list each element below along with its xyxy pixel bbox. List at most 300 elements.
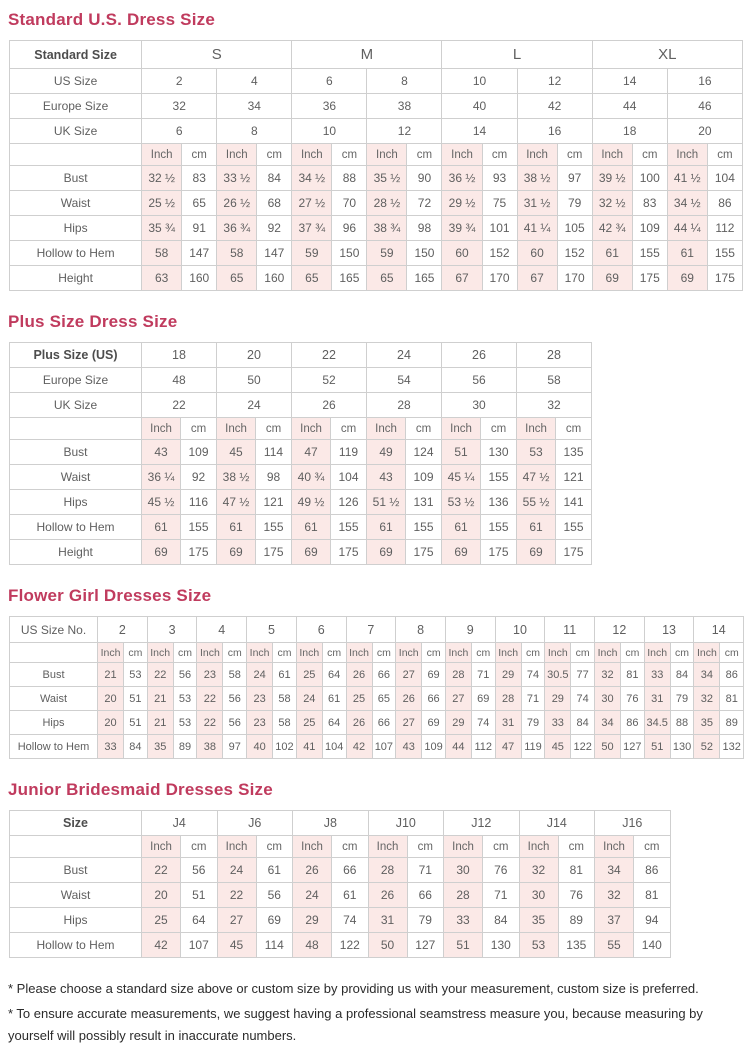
size-row [10,617,744,643]
measure-value: 155 [256,515,292,540]
measure-value: 109 [632,216,667,241]
measure-value: 155 [556,515,592,540]
measure-value: 29 ½ [442,191,482,216]
measure-value: 155 [707,241,742,266]
measure-value: 22 [197,687,223,711]
measure-value: 71 [521,687,545,711]
measure-value: 44 ¼ [667,216,707,241]
measure-value: 29 [495,663,521,687]
measure-value: 53 [173,687,197,711]
unit-cm-header: cm [621,643,645,663]
plus-size-table [9,342,592,565]
measure-row [10,711,744,735]
measure-value: 175 [256,540,292,565]
measure-value: 64 [322,711,346,735]
measure-value: 98 [256,465,292,490]
measure-value: 79 [407,908,444,933]
unit-cm-header: cm [556,418,592,440]
measure-value: 96 [332,216,367,241]
measure-value: 127 [621,735,645,759]
measure-value: 26 [346,663,372,687]
measure-value: 23 [197,663,223,687]
size-value: 8 [396,617,446,643]
unit-cm-header: cm [223,643,247,663]
measure-value: 61 [517,515,556,540]
unit-cm-header: cm [124,643,148,663]
size-row [10,811,671,836]
measure-value: 74 [571,687,595,711]
measure-value: 86 [707,191,742,216]
measure-value: 76 [558,883,595,908]
measure-value: 71 [407,858,444,883]
measure-value: 61 [667,241,707,266]
measure-value: 170 [482,266,517,291]
measure-value: 27 [396,663,422,687]
unit-cm-header: cm [182,144,217,166]
measure-value: 104 [331,465,367,490]
unit-cm-header: cm [332,836,369,858]
row-label: UK Size [10,119,142,144]
measure-value: 175 [632,266,667,291]
size-row [10,69,743,94]
unit-inch-header: Inch [667,144,707,166]
size-value: 22 [142,393,217,418]
unit-inch-header: Inch [247,643,273,663]
measure-value: 90 [407,166,442,191]
measure-value: 77 [571,663,595,687]
measure-value: 25 [296,663,322,687]
size-value: J16 [595,811,671,836]
measure-value: 35 ½ [367,166,407,191]
measure-value: 91 [182,216,217,241]
row-label: Waist [10,465,142,490]
measure-value: 130 [483,933,520,958]
measure-value: 59 [292,241,332,266]
measure-value: 69 [367,540,406,565]
measure-value: 92 [257,216,292,241]
measure-value: 53 [519,933,558,958]
measure-value: 76 [621,687,645,711]
measure-value: 60 [517,241,557,266]
measure-row [10,166,743,191]
size-value: 3 [147,617,197,643]
measure-value: 175 [556,540,592,565]
measure-value: 61 [367,515,406,540]
row-label: Height [10,266,142,291]
measure-value: 114 [256,440,292,465]
size-value: 32 [142,94,217,119]
measure-row [10,858,671,883]
measure-row [10,883,671,908]
unit-inch-header: Inch [517,418,556,440]
measure-row [10,266,743,291]
corner-label: Standard Size [10,41,142,69]
section-junior-bridesmaid [8,780,742,958]
size-value: 52 [292,368,367,393]
size-group-header: S [142,41,292,69]
unit-inch-header: Inch [517,144,557,166]
measure-value: 160 [257,266,292,291]
unit-cm-header: cm [571,643,595,663]
size-row [10,368,592,393]
measure-row [10,540,592,565]
unit-inch-header: Inch [197,643,223,663]
size-value: 4 [217,69,292,94]
measure-value: 38 ½ [517,166,557,191]
measure-value: 56 [223,687,247,711]
measure-value: 94 [634,908,671,933]
measure-value: 24 [247,663,273,687]
measure-value: 84 [124,735,148,759]
size-value: 12 [595,617,645,643]
measure-value: 61 [217,515,256,540]
measure-value: 101 [482,216,517,241]
unit-inch-header: Inch [595,643,621,663]
measure-value: 132 [720,735,744,759]
row-label-empty [10,144,142,166]
measure-value: 55 [595,933,634,958]
measure-value: 81 [621,663,645,687]
unit-inch-header: Inch [644,643,670,663]
measure-value: 47 ½ [517,465,556,490]
footnotes [8,978,742,1046]
measure-value: 150 [332,241,367,266]
measure-value: 175 [181,540,217,565]
size-value: 6 [292,69,367,94]
size-group-header: L [442,41,592,69]
measure-value: 37 ¾ [292,216,332,241]
measure-value: 71 [483,883,520,908]
measure-value: 65 [292,266,332,291]
measure-value: 20 [98,711,124,735]
measure-value: 24 [293,883,332,908]
size-value: 6 [296,617,346,643]
unit-inch-header: Inch [396,643,422,663]
measure-value: 66 [372,711,396,735]
row-label: Hips [10,216,142,241]
measure-value: 26 [346,711,372,735]
measure-value: 100 [632,166,667,191]
measure-value: 24 [217,858,256,883]
size-row [10,393,592,418]
row-label: Bust [10,858,142,883]
measure-value: 122 [332,933,369,958]
unit-cm-header: cm [720,643,744,663]
measure-value: 31 [368,908,407,933]
size-value: 5 [247,617,297,643]
measure-value: 58 [223,663,247,687]
measure-value: 65 [367,266,407,291]
measure-value: 35 [147,735,173,759]
measure-value: 34 [595,711,621,735]
measure-value: 109 [406,465,442,490]
measure-value: 175 [707,266,742,291]
measure-value: 31 [644,687,670,711]
measure-value: 64 [322,663,346,687]
measure-value: 25 [296,711,322,735]
size-value: 24 [367,343,442,368]
size-value: 54 [367,368,442,393]
measure-value: 26 [396,687,422,711]
measure-row [10,191,743,216]
section-title-flower: Flower Girl Dresses Size [8,586,212,605]
measure-value: 116 [181,490,217,515]
row-label: Hips [10,908,142,933]
measure-value: 60 [442,241,482,266]
measure-value: 23 [247,687,273,711]
size-value: J14 [519,811,595,836]
measure-value: 38 ½ [217,465,256,490]
measure-value: 21 [147,711,173,735]
size-value: 32 [517,393,592,418]
size-value: 20 [667,119,742,144]
measure-value: 76 [483,858,520,883]
size-value: 14 [694,617,744,643]
section-title-junior: Junior Bridesmaid Dresses Size [8,780,273,799]
measure-value: 141 [556,490,592,515]
measure-value: 81 [720,687,744,711]
measure-value: 35 [519,908,558,933]
measure-row [10,663,744,687]
measure-value: 44 [445,735,471,759]
measure-value: 27 [217,908,256,933]
row-label-empty [10,418,142,440]
row-label: Waist [10,687,98,711]
size-value: J4 [142,811,218,836]
row-label: Bust [10,166,142,191]
unit-inch-header: Inch [142,144,182,166]
measure-value: 45 [217,440,256,465]
measure-value: 26 ½ [217,191,257,216]
unit-inch-header: Inch [217,144,257,166]
unit-cm-header: cm [173,643,197,663]
measure-value: 61 [442,515,481,540]
section-title-standard: Standard U.S. Dress Size [8,10,215,29]
measure-value: 61 [292,515,331,540]
measure-row [10,933,671,958]
measure-value: 34.5 [644,711,670,735]
measure-value: 69 [422,711,446,735]
size-value: J6 [217,811,293,836]
unit-inch-header: Inch [217,836,256,858]
measure-value: 104 [322,735,346,759]
measure-value: 28 [445,663,471,687]
measure-value: 84 [571,711,595,735]
measure-value: 49 [367,440,406,465]
measure-value: 155 [406,515,442,540]
measure-value: 22 [197,711,223,735]
measure-value: 35 [694,711,720,735]
measure-value: 32 [519,858,558,883]
unit-cm-header: cm [256,836,293,858]
size-value: 12 [517,69,592,94]
measure-value: 83 [182,166,217,191]
measure-row [10,490,592,515]
unit-cm-header: cm [331,418,367,440]
measure-value: 69 [422,663,446,687]
unit-inch-header: Inch [495,643,521,663]
row-label: Hips [10,490,142,515]
measure-value: 72 [407,191,442,216]
measure-value: 32 [694,687,720,711]
measure-value: 69 [256,908,293,933]
measure-value: 84 [670,663,694,687]
measure-value: 29 [445,711,471,735]
measure-value: 126 [331,490,367,515]
measure-value: 93 [482,166,517,191]
size-value: 28 [367,393,442,418]
size-value: 14 [442,119,517,144]
measure-value: 58 [217,241,257,266]
measure-value: 45 [545,735,571,759]
measure-value: 33 ½ [217,166,257,191]
measure-value: 61 [332,883,369,908]
size-value: 16 [517,119,592,144]
size-value: 48 [142,368,217,393]
measure-value: 155 [632,241,667,266]
unit-inch-header: Inch [444,836,483,858]
measure-value: 28 ½ [367,191,407,216]
measure-row [10,735,744,759]
measure-value: 88 [670,711,694,735]
row-label: Hollow to Hem [10,241,142,266]
measure-value: 27 [445,687,471,711]
measure-value: 130 [670,735,694,759]
measure-value: 45 [217,933,256,958]
measure-value: 65 [372,687,396,711]
measure-value: 130 [481,440,517,465]
measure-value: 58 [273,711,297,735]
measure-value: 58 [142,241,182,266]
measure-value: 33 [545,711,571,735]
measure-value: 84 [257,166,292,191]
measure-value: 102 [273,735,297,759]
measure-value: 35 ¾ [142,216,182,241]
size-value: 4 [197,617,247,643]
measure-value: 66 [372,663,396,687]
unit-header-row [10,144,743,166]
measure-value: 20 [98,687,124,711]
measure-value: 47 [292,440,331,465]
measure-value: 21 [98,663,124,687]
measure-value: 152 [557,241,592,266]
measure-value: 36 ¾ [217,216,257,241]
row-label: US Size [10,69,142,94]
unit-inch-header: Inch [293,836,332,858]
measure-value: 33 [444,908,483,933]
size-value: 6 [142,119,217,144]
measure-value: 43 [142,440,181,465]
size-value: 10 [292,119,367,144]
unit-inch-header: Inch [595,836,634,858]
measure-value: 71 [471,663,495,687]
section-plus-size [8,312,742,565]
size-value: J10 [368,811,444,836]
unit-inch-header: Inch [367,144,407,166]
measure-value: 66 [332,858,369,883]
measure-value: 66 [407,883,444,908]
unit-cm-header: cm [257,144,292,166]
unit-cm-header: cm [634,836,671,858]
unit-cm-header: cm [632,144,667,166]
measure-value: 34 [595,858,634,883]
measure-value: 155 [181,515,217,540]
measure-value: 61 [273,663,297,687]
measure-value: 175 [406,540,442,565]
unit-inch-header: Inch [442,144,482,166]
measure-value: 88 [332,166,367,191]
measure-value: 43 [396,735,422,759]
measure-value: 25 ½ [142,191,182,216]
measure-value: 135 [558,933,595,958]
row-label: US Size No. [10,617,98,643]
measure-value: 22 [217,883,256,908]
unit-cm-header: cm [181,836,218,858]
measure-value: 30 [519,883,558,908]
unit-inch-header: Inch [98,643,124,663]
unit-cm-header: cm [372,643,396,663]
size-value: 18 [592,119,667,144]
measure-value: 47 [495,735,521,759]
unit-cm-header: cm [557,144,592,166]
measure-value: 121 [556,465,592,490]
size-value: 30 [442,393,517,418]
size-value: 28 [517,343,592,368]
size-value: 46 [667,94,742,119]
measure-row [10,216,743,241]
unit-inch-header: Inch [142,836,181,858]
measure-value: 40 ¾ [292,465,331,490]
unit-cm-header: cm [483,836,520,858]
measure-value: 38 [197,735,223,759]
measure-value: 31 [495,711,521,735]
measure-value: 21 [147,687,173,711]
measure-value: 107 [181,933,218,958]
measure-value: 31 ½ [517,191,557,216]
size-value: 36 [292,94,367,119]
size-value: 7 [346,617,396,643]
unit-inch-header: Inch [217,418,256,440]
row-label: Hollow to Hem [10,735,98,759]
measure-value: 30 [444,858,483,883]
measure-value: 107 [372,735,396,759]
measure-value: 67 [442,266,482,291]
measure-value: 45 ½ [142,490,181,515]
row-label: Plus Size (US) [10,343,142,368]
measure-value: 69 [517,540,556,565]
size-value: 58 [517,368,592,393]
unit-cm-header: cm [407,144,442,166]
size-value: 26 [442,343,517,368]
unit-cm-header: cm [482,144,517,166]
measure-value: 89 [720,711,744,735]
measure-value: 68 [257,191,292,216]
size-value: 2 [142,69,217,94]
measure-value: 42 [142,933,181,958]
measure-value: 38 ¾ [367,216,407,241]
unit-header-row [10,418,592,440]
measure-value: 89 [558,908,595,933]
unit-cm-header: cm [471,643,495,663]
size-row [10,94,743,119]
measure-value: 25 [346,687,372,711]
row-label: Bust [10,663,98,687]
measure-value: 61 [142,515,181,540]
measure-value: 28 [444,883,483,908]
measure-value: 155 [331,515,367,540]
measure-value: 42 ¾ [592,216,632,241]
measure-value: 22 [147,663,173,687]
